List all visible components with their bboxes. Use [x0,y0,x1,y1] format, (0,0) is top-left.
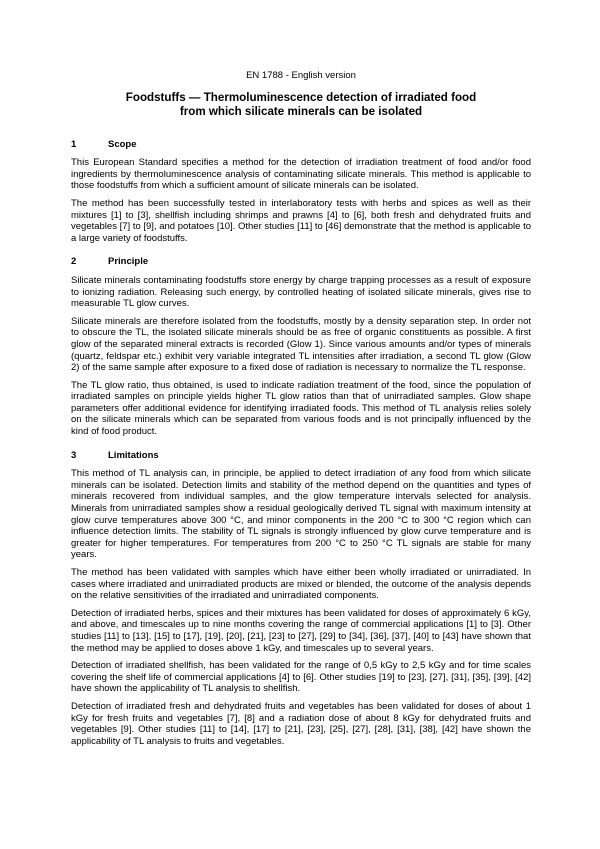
paragraph: This European Standard specifies a method for the detection of irradiation treatment of food and/or food ingredients by thermoluminescence analysis of contaminating silicate minerals. This method is applicable to those foodstuffs from which a sufficient amount of silicate minerals can be isolated. [71,157,531,192]
section-principle [71,256,531,437]
paragraph: The method has been validated with samples which have either been wholly irradiated or unirradiated. In cases where irradiated and unirradiated products are mixed or blended, the outcome of the analysis depends on the relative sensitivities of the irradiated and unirradiated components. [71,567,531,602]
section-heading [71,139,531,151]
edition-line: EN 1788 - English version [246,70,356,81]
section-title: Principle [108,256,149,268]
title-line-1: Foodstuffs — Thermoluminescence detection of irradiated food [125,90,477,104]
section-title: Limitations [108,449,159,461]
section-heading [71,256,531,268]
section-number: 3 [71,449,77,461]
paragraph: Detection of irradiated shellfish, has been validated for the range of 0,5 kGy to 2,5 kGy and for time scales covering the shelf life of commercial applications [4] to [6]. Other studies [19] to [23], [27], [31], [35], [39], [42] have shown the applicability of TL analysis to shellfish. [71,660,531,695]
section-title: Scope [108,138,137,150]
paragraph: Silicate minerals contaminating foodstuffs store energy by charge trapping processes as a result of exposure to ionizing radiation. Releasing such energy, by controlled heating of isolated silicate minerals, gives rise to measurable TL glow curves. [71,274,531,310]
document-title [71,91,531,119]
section-heading [71,450,531,462]
paragraph: Detection of irradiated fresh and dehydrated fruits and vegetables has been validated for doses of about 1 kGy for fresh fruits and vegetables [7], [8] and a radiation dose of about 8 kGy for dehydrated fruits and vegetables [9]. Other studies [11] to [14], [17] to [21], [23], [25], [27], [28], [31], [38], [42] have shown the applicability of TL analysis to fruits and vegetables. [71,700,531,747]
title-line-2: from which silicate minerals can be isolated [179,104,423,118]
section-number: 2 [71,256,77,268]
paragraph: The method has been successfully tested in interlaboratory tests with herbs and spices as well as their mixtures [1] to [3], shellfish including shrimps and prawns [4] to [6], both fresh and dehydrated fruits and vegetables [7] to [9], and potatoes [10]. Other studies [11] to [46] demonstrate that the method is applicable to a large variety of foodstuffs. [71,197,531,244]
paragraph: Silicate minerals are therefore isolated from the foodstuffs, mostly by a density separation step. In order not to obscure the TL, the isolated silicate minerals should be as free of organic constituents as possible. A first glow of the separated mineral extracts is recorded (Glow 1). Since various amounts and/or types of minerals (quartz, feldspar etc.) exhibit very variable integrated TL intensities after irradiation, a second TL glow (Glow 2) of the same sample after exposure to a fixed dose of radiation is necessary to normalize the TL response. [71,315,531,374]
paragraph: This method of TL analysis can, in principle, be applied to detect irradiation of any food from which silicate minerals can be isolated. Detection limits and stability of the method depend on the quantities and types of minerals recovered from individual samples, and the glow temperature intervals selected for analysis. Minerals from unirradiated samples show a residual geologically derived TL signal with maximum intensity at glow curve temperatures above 300 °C, and minor components in the 200 °C to 300 °C region which can influence detection limits. The stability of TL signals is strongly influenced by glow curve temperature and is greater for higher temperatures. For temperatures from 200 °C to 250 °C TL signals are stable for many years. [71,468,531,561]
paragraph: The TL glow ratio, thus obtained, is used to indicate radiation treatment of the food, since the population of irradiated samples on principle yields higher TL glow ratios than that of unirradiated samples. Glow shape parameters offer additional evidence for identifying irradiated foods. This method of TL analysis relies solely on the silicate minerals which can be separated from various foods and is not principally influenced by the kind of food product. [71,379,531,438]
section-limitations [71,450,531,748]
paragraph: Detection of irradiated herbs, spices and their mixtures has been validated for doses of approximately 6 kGy, and above, and timescales up to nine months covering the range of commercial applications [1] to [3]. Other studies [11] to [13], [15] to [17], [19], [20], [21], [23] to [27], [29] to [34], [36], [37], [40] to [43] have shown that the method may be applied to doses above 1 kGy, and timescales up to several years. [71,607,531,654]
section-scope [71,139,531,245]
section-number: 1 [71,138,77,150]
